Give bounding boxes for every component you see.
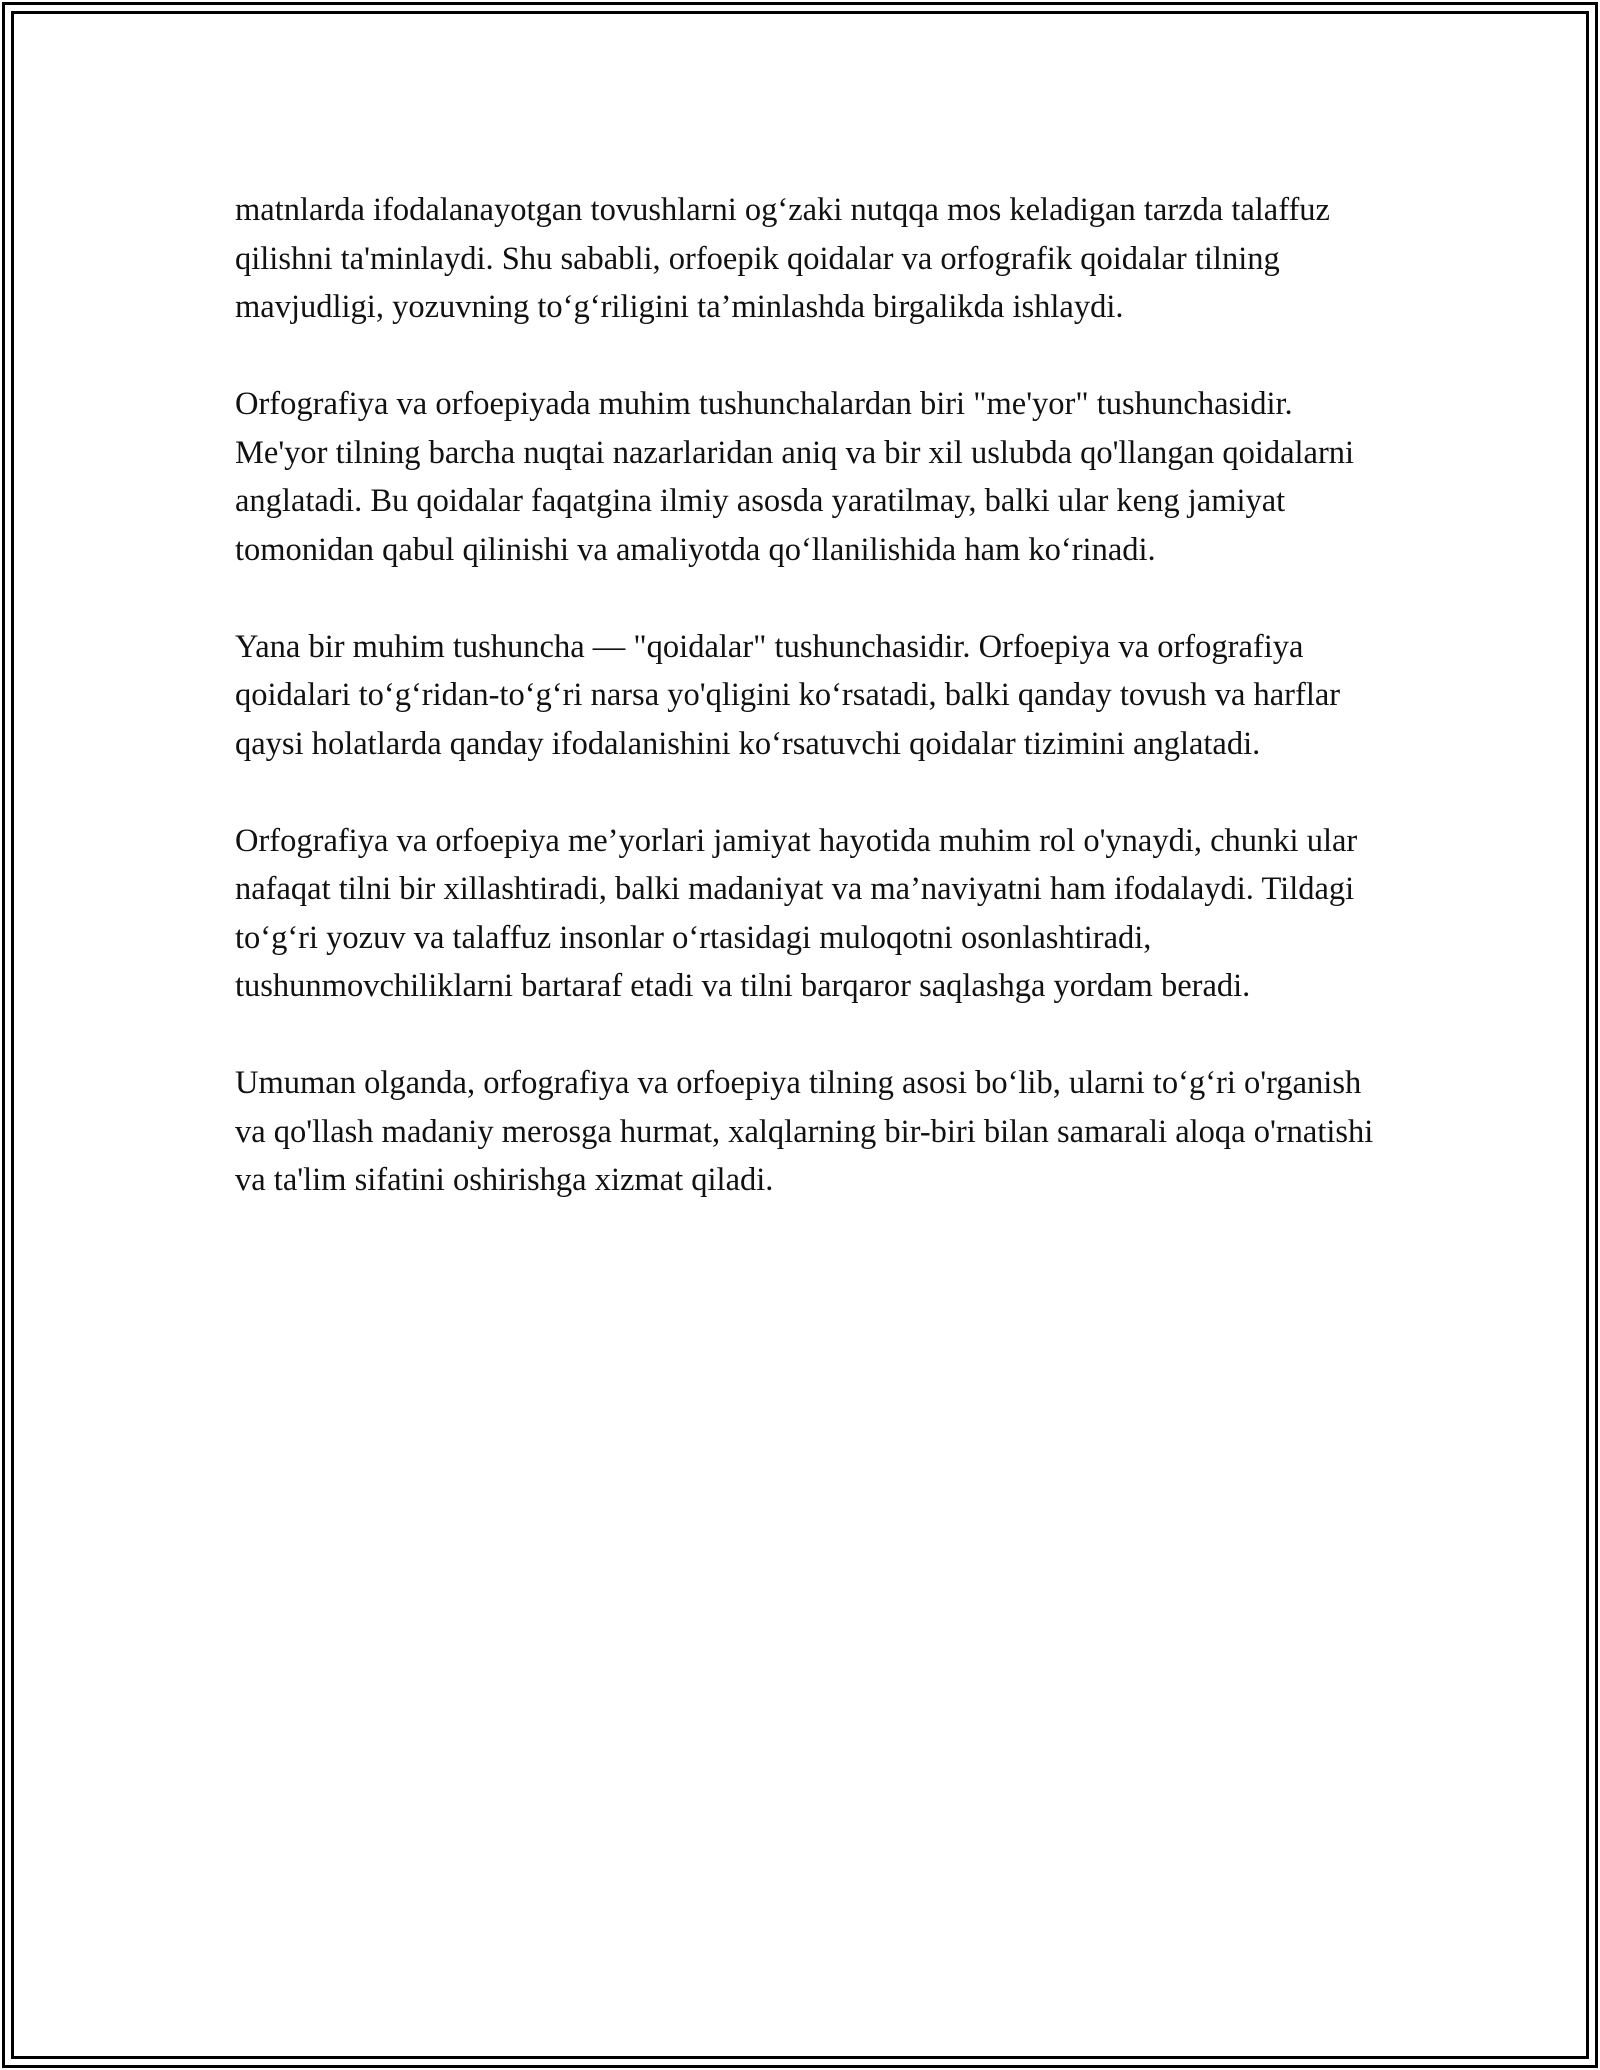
paragraph-4: Orfografiya va orfoepiya me’yorlari jamiyat hayotida muhim rol o'ynaydi, chunki ular nafaqat tilni bir xillashtiradi, balki madaniyat va ma’naviyatni ham ifodalaydi. Tildagi to‘g‘ri yozuv va talaffuz insonlar o‘rtasidagi muloqotni osonlashtiradi, tushunmovchiliklarni bartaraf etadi va tilni barqaror saqlashga yordam beradi. [235,822,1358,1004]
document-body [235,186,1375,1253]
paragraph-3: Yana bir muhim tushuncha — "qoidalar" tushunchasidir. Orfoepiya va orfografiya qoidalari to‘g‘ridan-to‘g‘ri narsa yo'qligini ko‘rsatadi, balki qanday tovush va harflar qaysi holatlarda qanday ifodalanishini ko‘rsatuvchi qoidalar tizimini anglatadi. [235,628,1341,762]
paragraph-5: Umuman olganda, orfografiya va orfoepiya tilning asosi bo‘lib, ularni to‘g‘ri o'rganish va qo'llash madaniy merosga hurmat, xalqlarning bir-biri bilan samarali aloqa o'rnatishi va ta'lim sifatini oshirishga xizmat qiladi. [235,1065,1374,1198]
paragraph-1: matnlarda ifodalanayotgan tovushlarni og‘zaki nutqqa mos keladigan tarzda talaffuz qilishni ta'minlaydi. Shu sababli, orfoepik qoidalar va orfografik qoidalar tilning mavjudligi, yozuvning to‘g‘riligini ta’minlashda birgalikda ishlaydi. [235,192,1330,325]
paragraph-2: Orfografiya va orfoepiyada muhim tushunchalardan biri "me'yor" tushunchasidir. Me'yor tilning barcha nuqtai nazarlaridan aniq va bir xil uslubda qo'llangan qoidalarni anglatadi. Bu qoidalar faqatgina ilmiy asosda yaratilmay, balki ular keng jamiyat tomonidan qabul qilinishi va amaliyotda qo‘llanilishida ham ko‘rinadi. [235,386,1355,568]
